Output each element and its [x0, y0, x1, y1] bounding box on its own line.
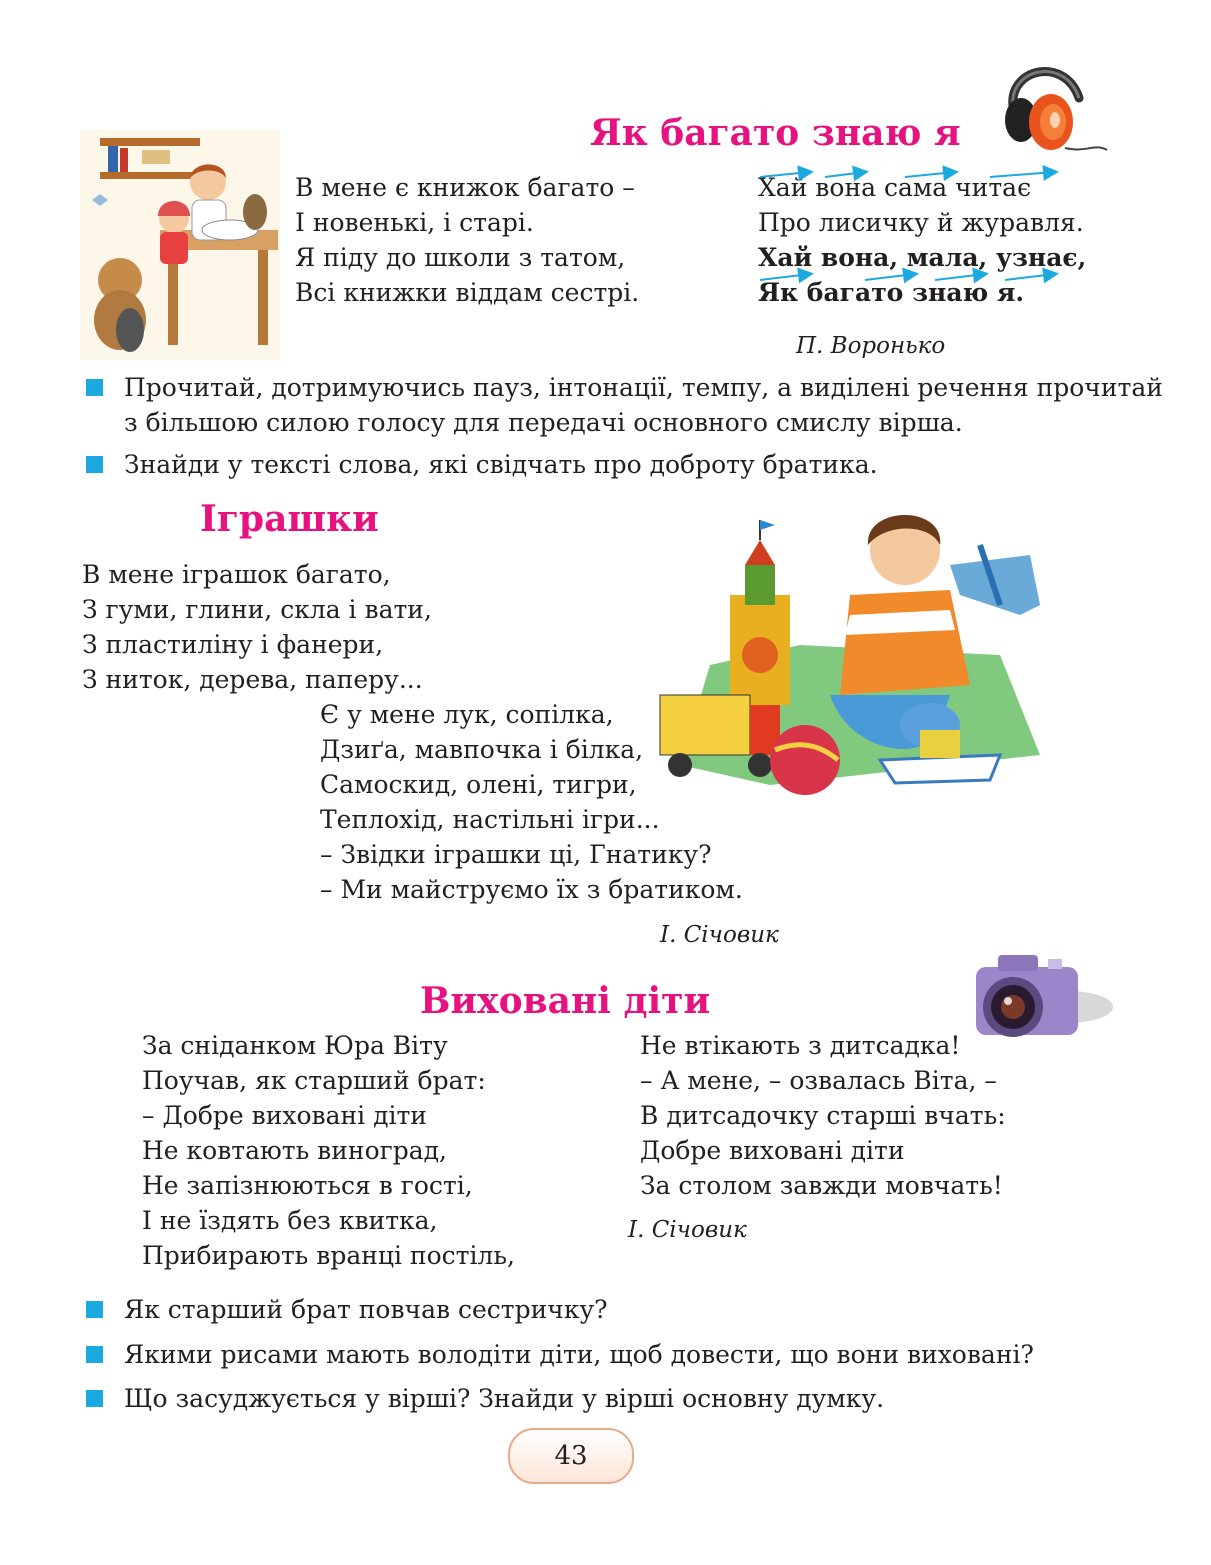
- bullet-square-icon: [86, 1346, 103, 1363]
- headphones-icon: [995, 58, 1110, 158]
- verse-line: Добре виховані діти: [640, 1136, 905, 1165]
- task-text-line: Прочитай, дотримуючись пауз, інтонації, темпу, а виділені речення прочитай: [124, 373, 1163, 402]
- poem2-title: Іграшки: [200, 498, 379, 540]
- verse-line: – А мене, – озвалась Віта, –: [640, 1066, 997, 1095]
- children-reading-illustration: [80, 130, 280, 360]
- verse-line: Не втікають з дитсадка!: [640, 1031, 961, 1060]
- page-number: 43: [508, 1428, 634, 1484]
- poem3-author: І. Січовик: [628, 1217, 747, 1243]
- verse-line: З гуми, глини, скла і вати,: [82, 595, 432, 624]
- poem3-column-1: [142, 1028, 515, 1273]
- task-text-line: з більшою силою голосу для передачі основного смислу вірша.: [124, 408, 963, 437]
- verse-line: І новенькі, і старі.: [295, 208, 534, 237]
- poem3-title: Виховані діти: [420, 980, 711, 1022]
- poem1-author: П. Воронько: [796, 333, 946, 359]
- verse-line: В мене є книжок багато –: [295, 173, 635, 202]
- poem2-part-1: [82, 557, 432, 697]
- verse-line: Поучав, як старший брат:: [142, 1066, 486, 1095]
- verse-line: – Добре виховані діти: [142, 1101, 427, 1130]
- verse-line: – Ми майструємо їх з братиком.: [320, 875, 743, 904]
- bullet-square-icon: [86, 1301, 103, 1318]
- verse-line: І не їздять без квитка,: [142, 1206, 438, 1235]
- verse-line: Я піду до школи з татом,: [295, 243, 626, 272]
- task-text-line: Якими рисами мають володіти діти, щоб довести, що вони виховані?: [124, 1340, 1034, 1369]
- verse-line: В мене іграшок багато,: [82, 560, 391, 589]
- verse-line: Всі книжки віддам сестрі.: [295, 278, 640, 307]
- poem3-column-2: [640, 1028, 1006, 1203]
- poem1-column-1: [295, 170, 639, 310]
- verse-line: З пластиліну і фанери,: [82, 630, 384, 659]
- verse-line: Є у мене лук, сопілка,: [320, 700, 614, 729]
- verse-line-bold: Як багато знаю я.: [758, 278, 1025, 307]
- verse-line: З ниток, дерева, паперу...: [82, 665, 423, 694]
- verse-line: Не запізнюються в гості,: [142, 1171, 473, 1200]
- verse-line: Про лисичку й журавля.: [758, 208, 1084, 237]
- verse-line: За сніданком Юра Віту: [142, 1031, 448, 1060]
- verse-line: Теплохід, настільні ігри...: [320, 805, 660, 834]
- bullet-square-icon: [86, 456, 103, 473]
- task-text-line: Що засуджується у вірші? Знайди у вірші основну думку.: [124, 1384, 885, 1413]
- verse-line: Хай вона сама читає: [758, 173, 1032, 202]
- verse-line: Самоскид, олені, тигри,: [320, 770, 637, 799]
- verse-line: За столом завжди мовчать!: [640, 1171, 1003, 1200]
- task-text-line: Як старший брат повчав сестричку?: [124, 1295, 608, 1324]
- verse-line: Дзиґа, мавпочка і білка,: [320, 735, 644, 764]
- poem1-title: Як багато знаю я: [590, 112, 961, 154]
- verse-line-bold: Хай вона, мала, узнає,: [758, 243, 1087, 272]
- bullet-square-icon: [86, 1390, 103, 1407]
- verse-line: Прибирають вранці постіль,: [142, 1241, 515, 1270]
- verse-line: В дитсадочку старші вчать:: [640, 1101, 1006, 1130]
- intonation-arrows: [755, 162, 1065, 282]
- verse-line: Не ковтають виноград,: [142, 1136, 447, 1165]
- bullet-square-icon: [86, 379, 103, 396]
- poem2-author: І. Січовик: [660, 922, 779, 948]
- boy-with-toys-illustration: [650, 505, 1060, 805]
- task-text-line: Знайди у тексті слова, які свідчать про доброту братика.: [124, 450, 878, 479]
- verse-line: – Звідки іграшки ці, Гнатику?: [320, 840, 712, 869]
